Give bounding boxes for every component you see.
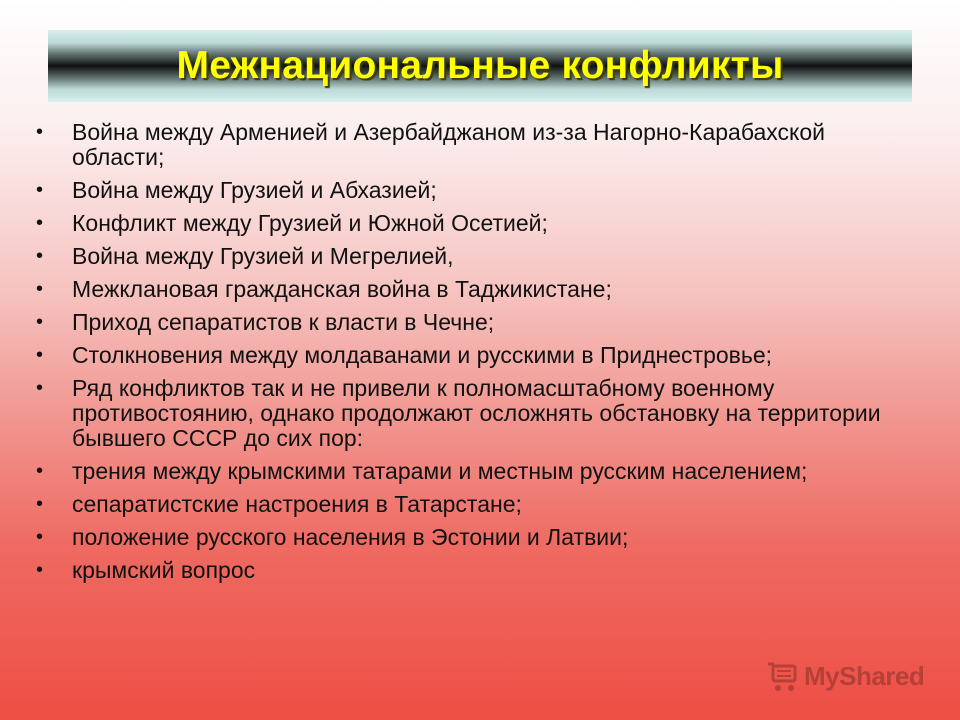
list-item-text: Конфликт между Грузией и Южной Осетией;	[72, 210, 548, 236]
list-item-text: Приход сепаратистов к власти в Чечне;	[72, 309, 495, 335]
list-item-text: Ряд конфликтов так и не привели к полномасштабному военному противостоянию, однако продолжают осложнять обстановку на территории бывшего СССР до сих пор:	[72, 375, 881, 451]
bullet-dot: •	[36, 311, 44, 333]
bullet-dot: •	[36, 278, 44, 300]
bullet-dot: •	[36, 493, 44, 515]
bullet-dot: •	[36, 460, 44, 482]
watermark-text: MyShared	[804, 660, 925, 691]
shopping-cart-icon	[766, 658, 802, 694]
list-item-text: крымский вопрос	[72, 557, 256, 583]
list-item-text: Межклановая гражданская война в Таджикистане;	[72, 276, 612, 302]
list-item	[36, 459, 916, 484]
bullet-dot: •	[36, 212, 44, 234]
bullet-dot: •	[36, 526, 44, 548]
list-item	[36, 211, 916, 236]
list-item	[36, 525, 916, 550]
list-item-text: Война между Грузией и Абхазией;	[72, 177, 437, 203]
list-item	[36, 558, 916, 583]
bullet-dot: •	[36, 121, 44, 143]
list-item	[36, 492, 916, 517]
title-bar	[48, 30, 912, 102]
list-item	[36, 376, 916, 451]
list-item	[36, 310, 916, 335]
list-item	[36, 178, 916, 203]
list-item-text: Война между Грузией и Мегрелией,	[72, 243, 454, 269]
bullet-dot: •	[36, 559, 44, 581]
list-item-text: Столкновения между молдаванами и русскими в Приднестровье;	[72, 342, 773, 368]
bullet-dot: •	[36, 179, 44, 201]
page-title: Межнациональные конфликты	[176, 44, 784, 87]
bullet-dot: •	[36, 344, 44, 366]
list-item	[36, 244, 916, 269]
list-item	[36, 120, 916, 170]
list-item-text: сепаратистские настроения в Татарстане;	[72, 491, 522, 517]
list-item-text: трения между крымскими татарами и местным русским населением;	[72, 458, 808, 484]
watermark-logo	[766, 656, 928, 696]
list-item-text: Война между Арменией и Азербайджаном из-за Нагорно-Карабахской области;	[72, 119, 825, 170]
bullet-dot: •	[36, 245, 44, 267]
bullet-dot: •	[36, 377, 44, 399]
list-item-text: положение русского населения в Эстонии и Латвии;	[72, 524, 629, 550]
bullet-list	[36, 120, 916, 591]
list-item	[36, 343, 916, 368]
list-item	[36, 277, 916, 302]
